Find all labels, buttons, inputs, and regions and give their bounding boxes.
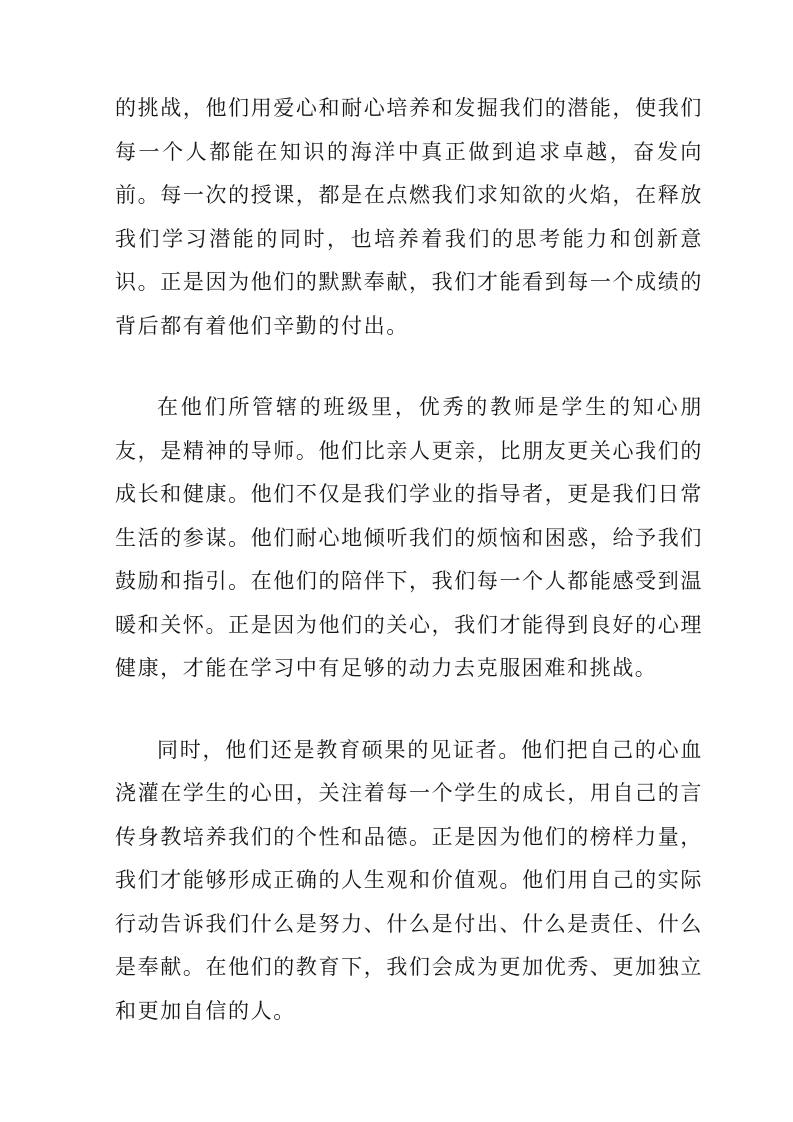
text-block	[115, 87, 703, 1033]
paragraph-3: 同时，他们还是教育硕果的见证者。他们把自己的心血浇灌在学生的心田，关注着每一个学生的成长，用自己的言传身教培养我们的个性和品德。正是因为他们的榜样力量，我们才能够形成正确的人生观和价值观。他们用自己的实际行动告诉我们什么是努力、什么是付出、什么是责任、什么是奉献。在他们的教育下，我们会成为更加优秀、更加独立和更加自信的人。	[115, 737, 703, 1023]
paragraph-2: 在他们所管辖的班级里，优秀的教师是学生的知心朋友，是精神的导师。他们比亲人更亲，比朋友更关心我们的成长和健康。他们不仅是我们学业的指导者，更是我们日常生活的参谋。他们耐心地倾听我们的烦恼和困惑，给予我们鼓励和指引。在他们的陪伴下，我们每一个人都能感受到温暖和关怀。正是因为他们的关心，我们才能得到良好的心理健康，才能在学习中有足够的动力去克服困难和挑战。	[115, 395, 703, 680]
paragraph-1: 的挑战，他们用爱心和耐心培养和发掘我们的潜能，使我们每一个人都能在知识的海洋中真正做到追求卓越，奋发向前。每一次的授课，都是在点燃我们求知欲的火焰，在释放我们学习潜能的同时，也培养着我们的思考能力和创新意识。正是因为他们的默默奉献，我们才能看到每一个成绩的背后都有着他们辛勤的付出。	[115, 96, 703, 338]
